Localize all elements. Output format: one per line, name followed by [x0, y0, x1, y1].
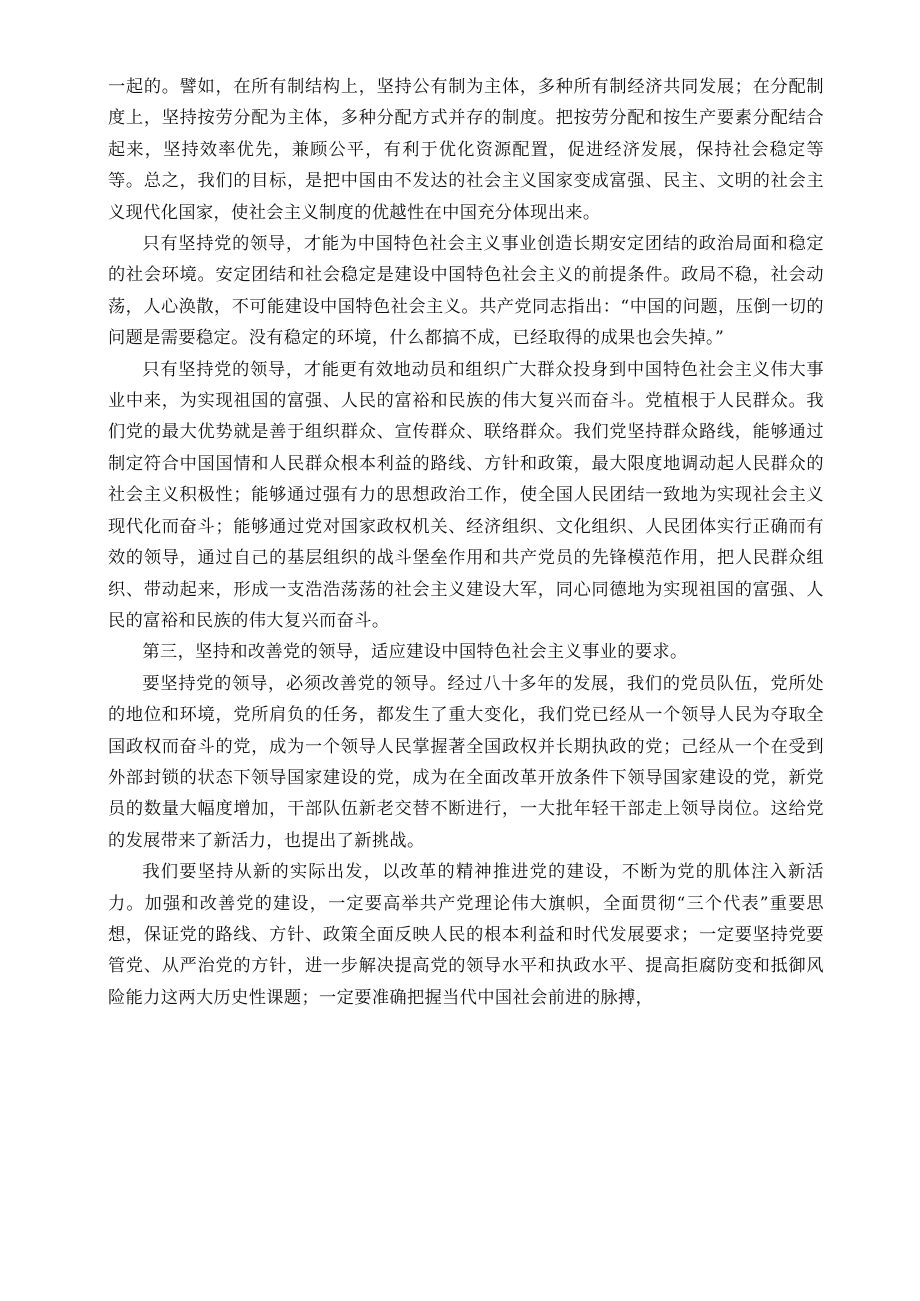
paragraph-stability: 只有坚持党的领导，才能为中国特色社会主义事业创造长期安定团结的政治局面和稳定的社会环境。安定团结和社会稳定是建设中国特色社会主义的前提条件。政局不稳，社会动荡，人心涣散，不可能建设中国特色社会主义。共产党同志指出：“中国的问题，压倒一切的问题是需要稳定。没有稳定的环境，什么都搞不成，已经取得的成果也会失掉。” [108, 234, 824, 349]
paragraph-party-building: 我们要坚持从新的实际出发，以改革的精神推进党的建设，不断为党的肌体注入新活力。加强和改善党的建设，一定要高举共产党理论伟大旗帜，全面贯彻“三个代表”重要思想，保证党的路线、方针、政策全面反映人民的根本利益和时代发展要求；一定要坚持党要管党、从严治党的方针，进一步解决提高党的领导水平和执政水平、提高拒腐防变和抵御风险能力这两大历史性课题；一定要准确把握当代中国社会前进的脉搏， [108, 862, 824, 1008]
paragraph-improve-leadership: 要坚持党的领导，必须改善党的领导。经过八十多年的发展，我们的党员队伍，党所处的地位和环境，党所肩负的任务，都发生了重大变化，我们党已经从一个领导人民为夺取全国政权而奋斗的党，成为一个领导人民掌握著全国政权并长期执政的党；己经从一个在受到外部封锁的状态下领导国家建设的党，成为在全面改革开放条件下领导国家建设的党，新党员的数量大幅度增加，干部队伍新老交替不断进行，一大批年轻干部走上领导岗位。这给党的发展带来了新活力，也提出了新挑战。 [108, 673, 824, 851]
paragraph-third-point: 第三，坚持和改善党的领导，适应建设中国特色社会主义事业的要求。 [142, 642, 688, 663]
paragraph-continuation: 一起的。譬如，在所有制结构上，坚持公有制为主体，多种所有制经济共同发展；在分配制度上，坚持按劳分配为主体，多种分配方式并存的制度。把按劳分配和按生产要素分配结合起来，坚持效率优先，兼顾公平，有利于优化资源配置，促进经济发展，保持社会稳定等等。总之，我们的目标，是把中国由不发达的社会主义国家变成富强、民主、文明的社会主义现代化国家，使社会主义制度的优越性在中国充分体现出来。 [108, 77, 824, 223]
paragraph-mobilize-masses: 只有坚持党的领导，才能更有效地动员和组织广大群众投身到中国特色社会主义伟大事业中来，为实现祖国的富强、人民的富裕和民族的伟大复兴而奋斗。党植根于人民群众。我们党的最大优势就是善于组织群众、宣传群众、联络群众。我们党坚持群众路线，能够通过制定符合中国国情和人民群众根本利益的路线、方针和政策，最大限度地调动起人民群众的社会主义积极性；能够通过强有力的思想政治工作，使全国人民团结一致地为实现社会主义现代化而奋斗；能够通过党对国家政权机关、经济组织、文化组织、人民团体实行正确而有效的领导，通过自己的基层组织的战斗堡垒作用和共产党员的先锋模范作用，把人民群众组织、带动起来，形成一支浩浩荡荡的社会主义建设大军，同心同德地为实现祖国的富强、人民的富裕和民族的伟大复兴而奋斗。 [108, 359, 824, 631]
body-text [108, 72, 824, 1014]
